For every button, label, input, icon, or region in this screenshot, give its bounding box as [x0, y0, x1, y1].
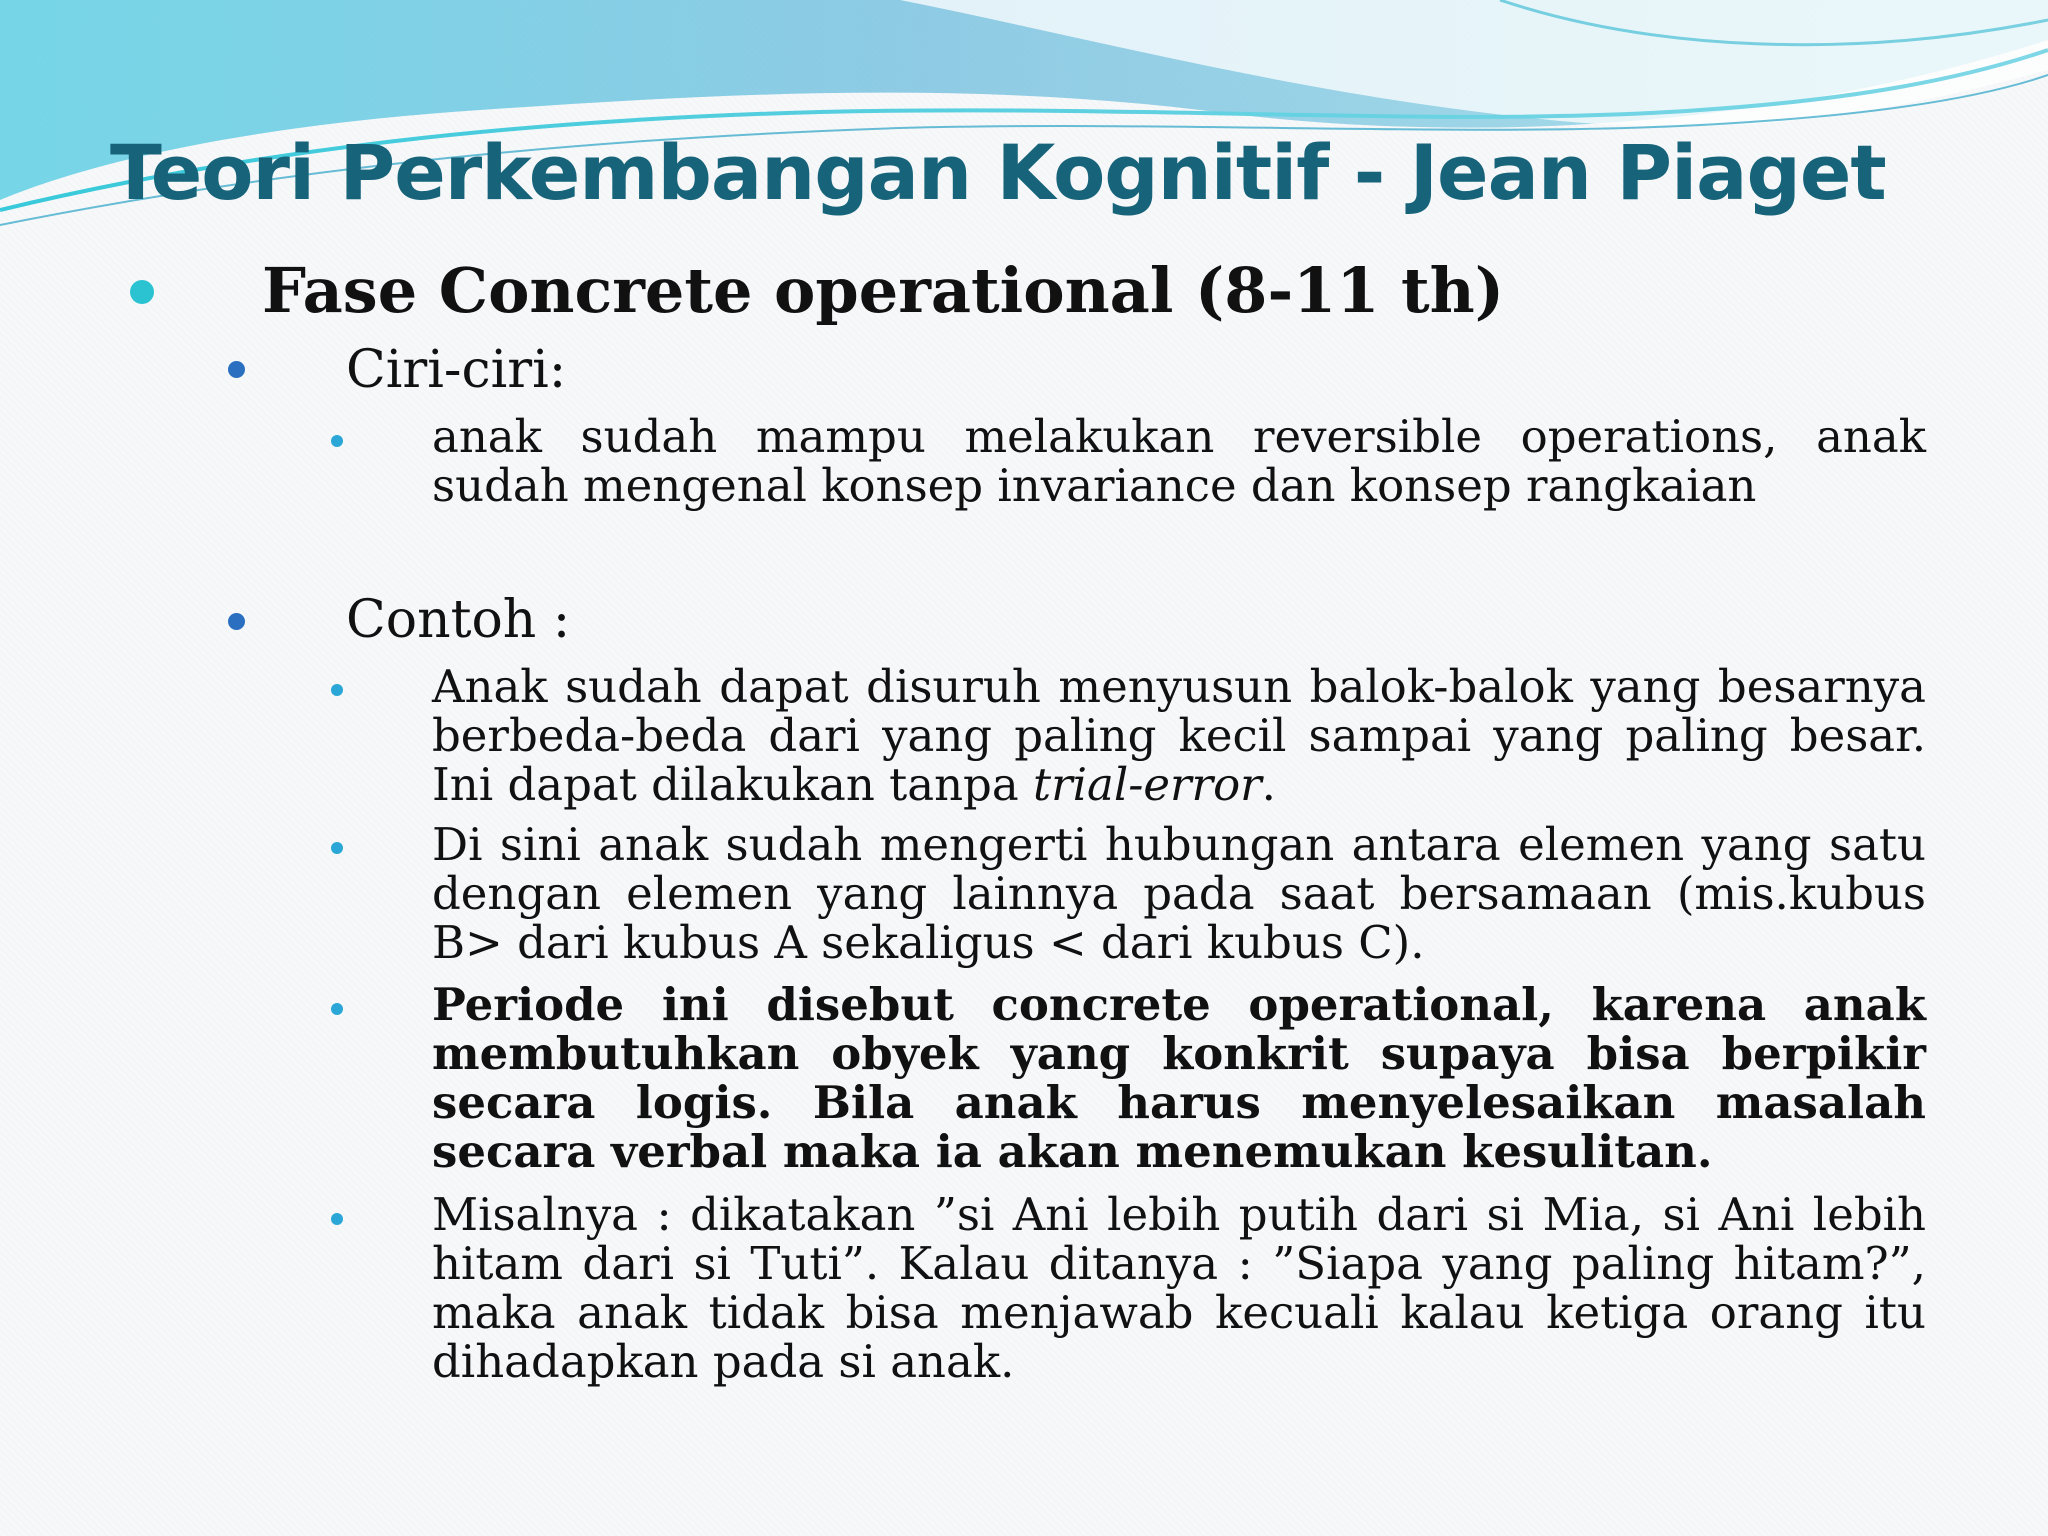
bullet-icon	[331, 1003, 343, 1015]
slide-title: Teori Perkembangan Kognitif - Jean Piaget	[110, 128, 1886, 217]
list-item: anak sudah mampu melakukan reversible operations, anak sudah mengenal konsep invariance dan konsep rangkaian	[432, 410, 1926, 512]
bullet-icon	[331, 435, 343, 447]
list-item: Periode ini disebut concrete operational, karena anak membutuhkan obyek yang konkrit supaya bisa berpikir secara logis. Bila anak harus menyelesaikan masalah secara verbal maka ia akan menemukan kesulitan.	[432, 978, 1926, 1178]
list-item: Misalnya : dikatakan ”si Ani lebih putih dari si Mia, si Ani lebih hitam dari si Tuti”. Kalau ditanya : ”Siapa yang paling hitam?”, maka anak tidak bisa menjawab kecuali kalau ketiga orang itu dihadapkan pada si anak.	[432, 1188, 1926, 1388]
bullet-icon	[331, 842, 343, 854]
bullet-icon	[228, 613, 245, 630]
bullet-icon	[130, 280, 154, 304]
section-label-contoh: Contoh :	[346, 590, 571, 650]
section-label-ciri: Ciri-ciri:	[346, 340, 567, 400]
level1-heading: Fase Concrete operational (8-11 th)	[262, 254, 1505, 327]
bullet-icon	[331, 684, 343, 696]
bullet-icon	[228, 361, 245, 378]
list-item-text: Anak sudah dapat disuruh menyusun balok-balok yang besarnya berbeda-beda dari yang paling kecil sampai yang paling besar. Ini dapat dilakukan tanpa	[432, 660, 1926, 811]
list-item-italic-text: trial-error	[1033, 758, 1262, 811]
list-item: Di sini anak sudah mengerti hubungan antara elemen yang satu dengan elemen yang lainnya pada saat bersamaan (mis.kubus B> dari kubus A sekaligus < dari kubus C).	[432, 818, 1926, 969]
list-item	[432, 662, 1926, 809]
bullet-icon	[331, 1213, 343, 1225]
list-item-text-end: .	[1261, 758, 1276, 811]
